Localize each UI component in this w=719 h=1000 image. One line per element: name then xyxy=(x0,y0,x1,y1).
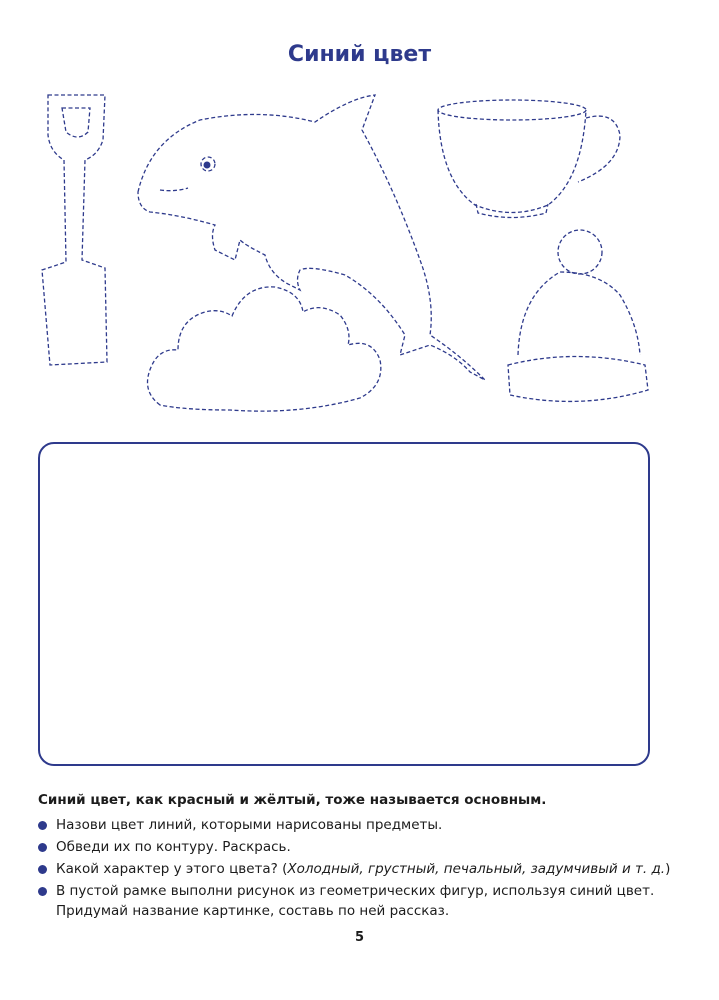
shovel-icon xyxy=(42,95,107,365)
bullet-icon xyxy=(38,821,47,830)
cup-icon xyxy=(438,100,620,218)
hat-icon xyxy=(508,230,648,401)
drawing-frame[interactable] xyxy=(38,442,650,766)
lead-text: Синий цвет, как красный и жёлтый, тоже называется основным. xyxy=(38,792,547,808)
cloud-icon xyxy=(148,287,381,411)
list-item: Обведи их по контуру. Раскрась. xyxy=(38,837,678,857)
tracing-illustrations xyxy=(0,80,719,420)
bullet-icon xyxy=(38,865,47,874)
list-item: В пустой рамке выполни рисунок из геометрических фигур, используя синий цвет. Придумай название картинке, составь по ней рассказ. xyxy=(38,881,678,921)
dolphin-icon xyxy=(138,95,485,380)
task-list xyxy=(38,815,678,923)
list-item: Какой характер у этого цвета? (Холодный, грустный, печальный, задумчивый и т. д.) xyxy=(38,859,678,879)
page-title: Синий цвет xyxy=(287,42,432,67)
page-number: 5 xyxy=(354,930,365,945)
bullet-icon xyxy=(38,887,47,896)
bullet-icon xyxy=(38,843,47,852)
list-item: Назови цвет линий, которыми нарисованы предметы. xyxy=(38,815,678,835)
